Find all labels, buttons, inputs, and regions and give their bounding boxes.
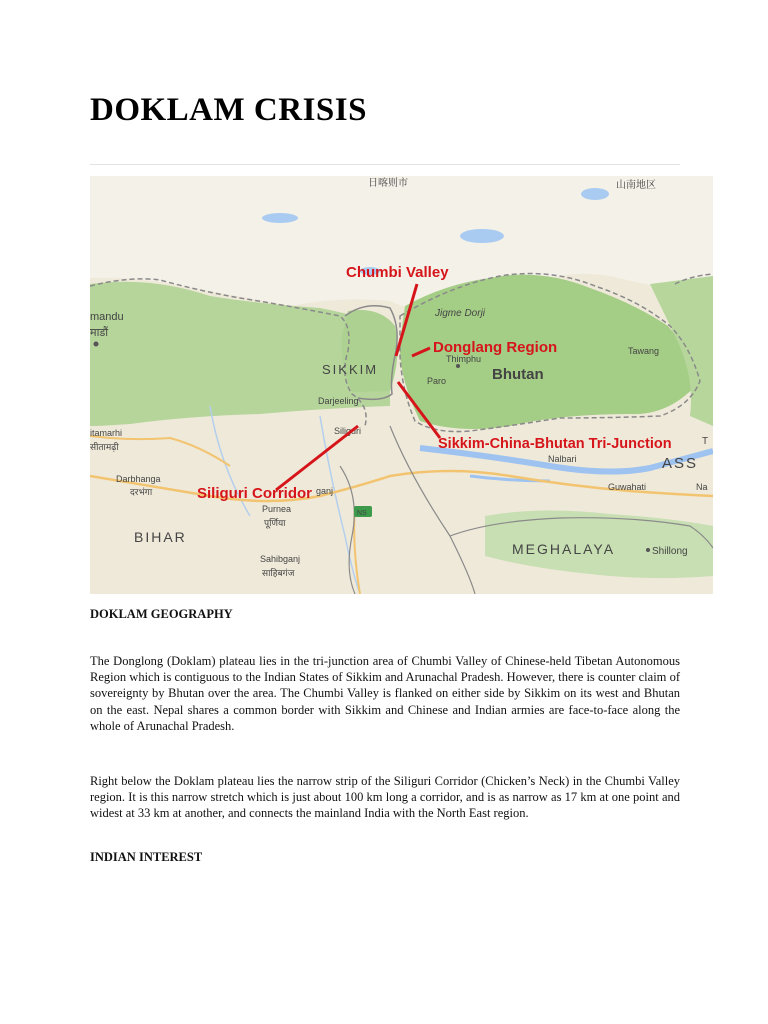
title-divider <box>90 164 680 165</box>
label-bhutan: Bhutan <box>492 366 544 383</box>
label-kathmandu-hi: माडौं <box>90 327 109 339</box>
label-darjeeling: Darjeeling <box>318 396 359 406</box>
label-sitamarhi-hi: सीतामढ़ी <box>90 442 119 452</box>
label-darbhanga-hi: दरभंगा <box>130 487 153 497</box>
label-tezpur: T <box>702 436 709 447</box>
label-darbhanga: Darbhanga <box>116 474 161 484</box>
label-jigme-dorji: Jigme Dorji <box>435 308 486 319</box>
sikkim-forest <box>342 310 398 392</box>
label-kishanganj: ganj <box>316 486 334 496</box>
city-dot <box>94 342 99 347</box>
label-sitamarhi: itamarhi <box>90 428 123 438</box>
label-meghalaya: MEGHALAYA <box>512 541 616 557</box>
label-shannan: 山南地区 <box>616 180 656 191</box>
callout-chumbi-valley: Chumbi Valley <box>346 264 449 281</box>
page-title: DOKLAM CRISIS <box>90 92 367 128</box>
label-sahibganj: Sahibganj <box>260 554 301 564</box>
city-dot <box>456 364 460 368</box>
section-heading-geography: DOKLAM GEOGRAPHY <box>90 607 233 621</box>
callout-tri-junction: Sikkim-China-Bhutan Tri-Junction <box>438 436 672 452</box>
label-thimphu: Thimphu <box>446 354 482 364</box>
paragraph-siliguri-corridor: Right below the Doklam plateau lies the narrow strip of the Siliguri Corridor (Chicken’s Neck) in the Chumbi Valley region. It is this narrow stretch which is just about 100 km long a corridor, and is as narrow as 17 km at one point and widest at 33 km at another, and connects the mainland India with the North East region. <box>90 774 680 821</box>
label-paro: Paro <box>427 376 447 386</box>
lake <box>581 188 609 200</box>
label-nalbari: Nalbari <box>548 454 577 464</box>
paragraph-doklam-geography: The Donglong (Doklam) plateau lies in the tri-junction area of Chumbi Valley of Chinese-held Tibetan Autonomous Region which is contiguous to the Indian States of Sikkim and Arunachal Pradesh. However, there is counter claim of sovereignty by Bhutan over the area. The Chumbi Valley is flanked on either side by Sikkim on its west and Bhutan on the east. Nepal shares a common border with Sikkim and Chinese and Indian armies are face-to-face along the whole of Arunachal Pradesh. <box>90 654 680 733</box>
callout-siliguri-corridor: Siliguri Corridor <box>197 485 313 502</box>
label-shigatse: 日喀则市 <box>368 178 408 189</box>
label-assam: ASS <box>662 455 699 472</box>
doklam-region-map <box>90 176 713 594</box>
label-purnea: Purnea <box>262 504 292 514</box>
label-kathmandu: mandu <box>90 311 124 323</box>
label-shillong: Shillong <box>652 546 688 557</box>
label-siliguri: Siliguri <box>334 426 362 436</box>
label-sikkim: SIKKIM <box>322 362 379 377</box>
callout-donglang-region: Donglang Region <box>433 339 558 356</box>
highway-shield-label: NS <box>357 510 367 517</box>
label-guwahati: Guwahati <box>608 482 647 492</box>
map-graphic <box>90 176 713 594</box>
city-dot <box>646 548 650 552</box>
lake <box>262 213 298 223</box>
label-sahibganj-hi: साहिबगंज <box>262 568 295 578</box>
section-heading-indian-interest: INDIAN INTEREST <box>90 850 203 864</box>
label-tawang: Tawang <box>628 346 660 356</box>
label-bihar: BIHAR <box>134 529 187 545</box>
label-purnea-hi: पूर्णिया <box>264 518 286 528</box>
label-nagaon: Na <box>696 482 708 492</box>
lake <box>460 229 504 243</box>
